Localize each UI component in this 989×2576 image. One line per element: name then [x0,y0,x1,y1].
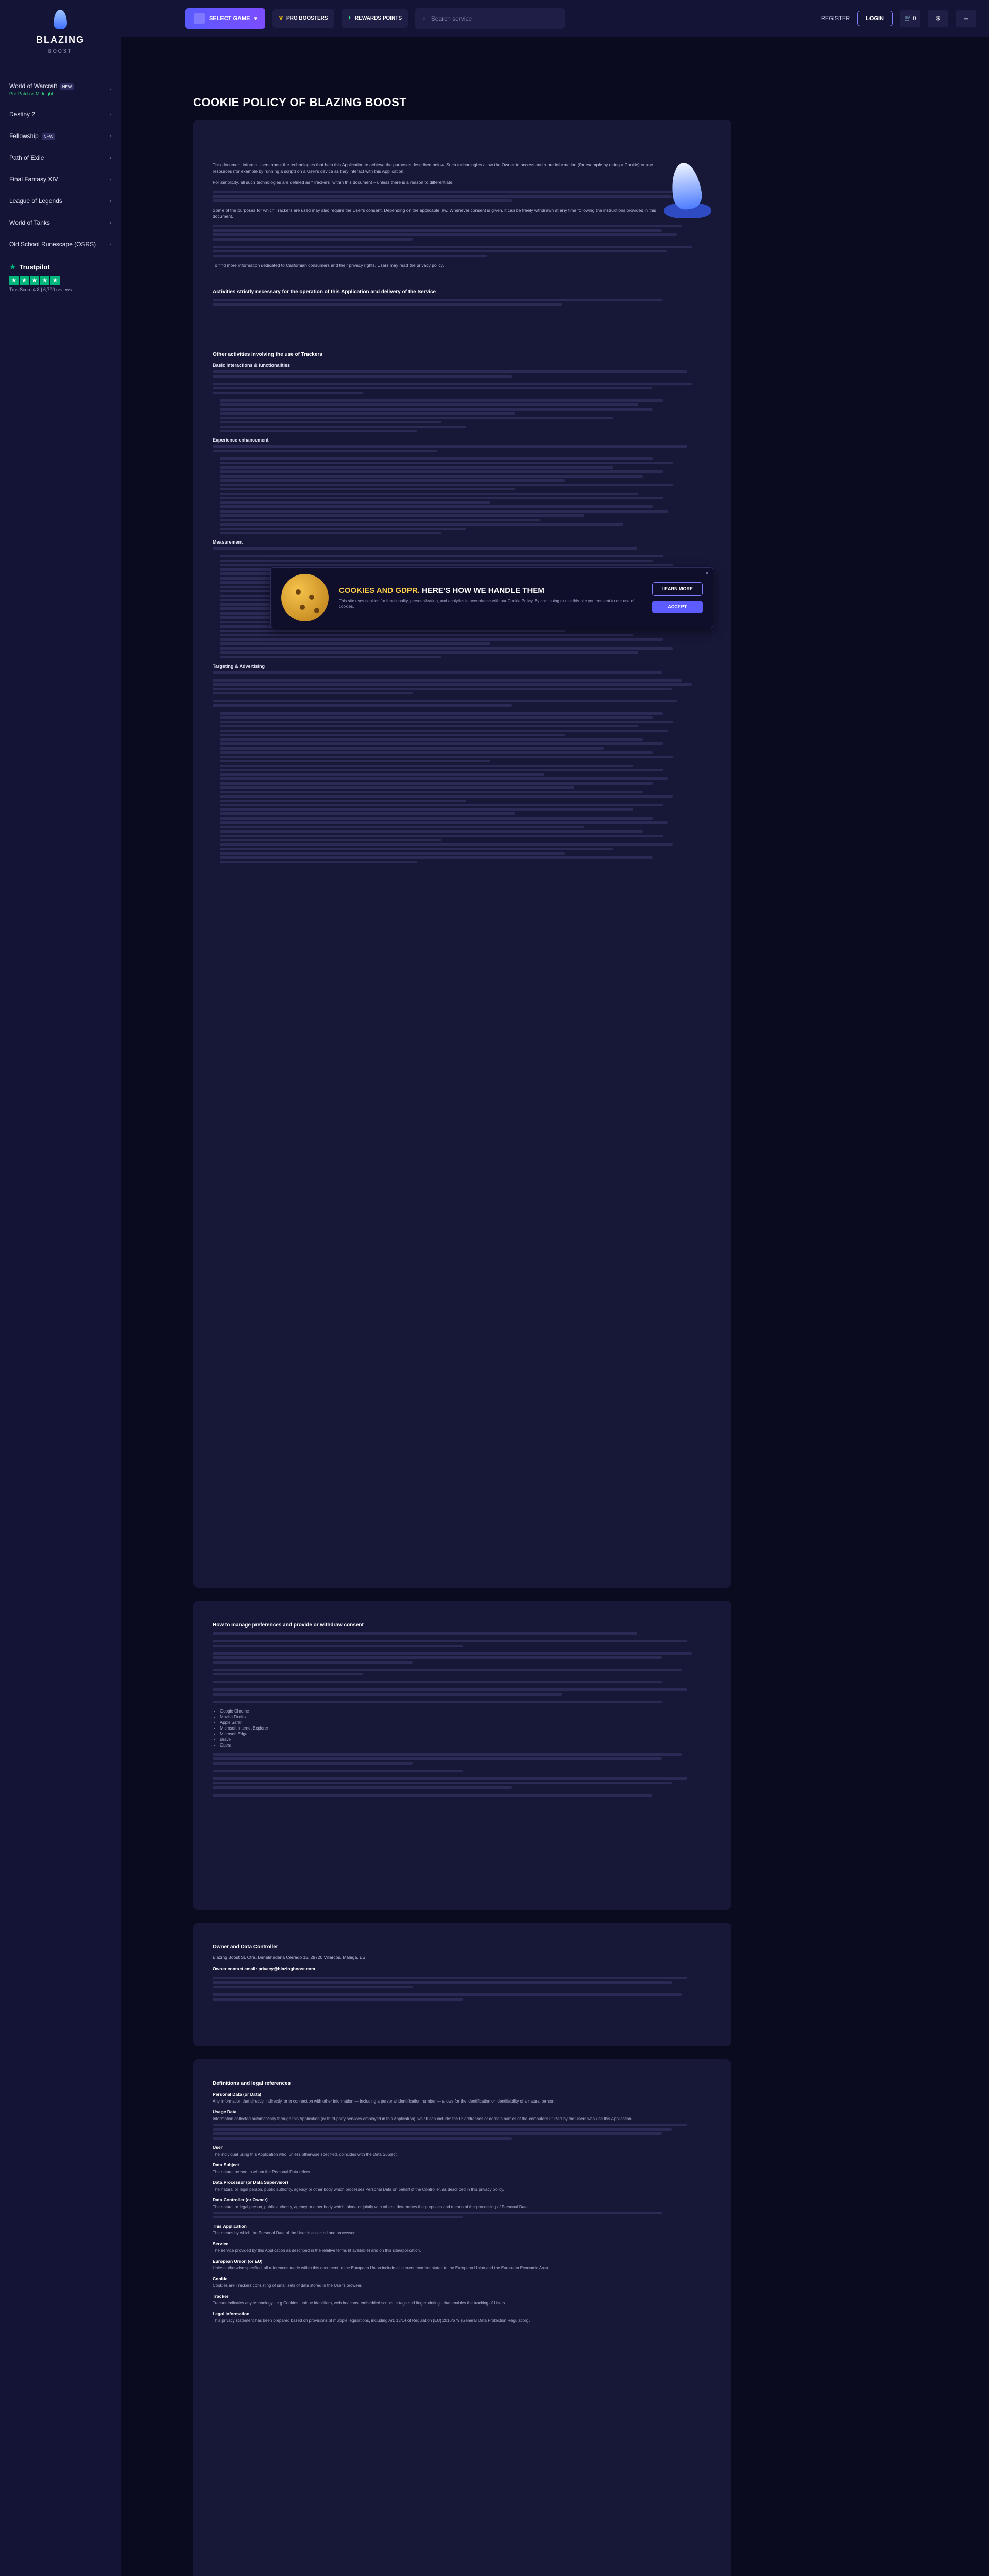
text-block [213,1701,712,1703]
text-block [213,383,712,394]
definition-item [213,2092,712,2104]
sidebar-item-osrs[interactable] [9,241,111,248]
text-block [213,1669,712,1676]
sidebar-item-label: World of Tanks [9,219,50,226]
subsection-heading: Basic interactions & functionalities [213,363,291,368]
sidebar-item-label: Old School Runescape (OSRS) [9,241,96,248]
cookie-icon [281,574,329,621]
text-block [213,1977,712,1988]
definition-term: User [213,2144,223,2150]
new-badge: NEW [60,83,74,90]
chevron-right-icon: › [109,133,111,139]
flame-logo-icon [46,9,74,31]
currency-label: $ [936,15,940,22]
search-placeholder: Search service [431,14,472,22]
section-heading: Activities strictly necessary for the operation of this Application and delivery of the Service [213,289,436,295]
text-block [213,225,712,241]
trustscore: TrustScore 4.8 | 6,790 reviews [9,287,72,292]
text-block [213,1753,712,1765]
text-block [213,1770,712,1772]
definition-term: Legal information [213,2311,250,2316]
text-block [213,1632,712,1635]
definition-item [213,2259,712,2271]
sidebar-item-lol[interactable] [9,197,111,205]
owner-card [193,1923,731,2046]
definition-text: The natural or legal person, public authority, agency or other body which, alone or jointly with others, determines the purposes and means of the processing of Personal Data. [213,2204,529,2209]
text-block [213,191,712,202]
definition-term: Data Processor (or Data Supervisor) [213,2179,288,2185]
rating-stars: ★ ★ ★ ★ ★ [9,276,111,285]
definition-term: Usage Data [213,2109,237,2114]
main-content [193,96,731,2576]
currency-button[interactable] [928,10,948,27]
cookie-banner-title [339,586,642,595]
text-block [213,299,712,306]
topbar [121,0,989,37]
definition-item [213,2180,712,2192]
definition-text: Cookies are Trackers consisting of small sets of data stored in the User's browser. [213,2283,363,2288]
definition-text: The natural person to whom the Personal Data refers. [213,2169,311,2174]
definition-term: This Application [213,2224,247,2229]
subsection-heading: Measurement [213,539,243,545]
chevron-right-icon: › [109,198,111,204]
sidebar-item-label: Fellowship [9,132,39,140]
gift-icon: ✦ [347,15,352,21]
intro-paragraph: For simplicity, all such technologies are defined as "Trackers" within this document – unless there is a reason to differentiate. [213,180,454,185]
sidebar [0,0,121,2576]
definition-text: The natural or legal person, public authority, agency or other body which processes Personal Data on behalf of the Controller, as described in this privacy policy. [213,2187,504,2192]
definition-text: The means by which the Personal Data of the User is collected and processed. [213,2231,357,2235]
sidebar-item-label: World of Warcraft [9,82,57,90]
definition-item [213,2162,712,2175]
learn-more-button[interactable]: LEARN MORE [652,582,703,596]
definition-item [213,2311,712,2324]
intro-paragraph: Some of the purposes for which Trackers are used may also require the User's consent. Depending on the applicable law. Whenever consent is given, it can be freely withdrawn at any time following the instructions provided in this document. [213,208,656,219]
trophy-icon: ♛ [278,15,283,21]
sidebar-item-label: League of Legends [9,197,62,205]
select-game-label: SELECT GAME [209,15,250,22]
intro-paragraph: This document informs Users about the technologies that help this Application to achieve the purposes described below. Such technologies allow the Owner to access and store information (for example by using a Cookie) or use resources (for example by running a script) on a User's device as they interact with this Application. [213,162,653,174]
trustpilot-widget[interactable] [9,262,111,292]
list-item[interactable]: • Brave [220,1737,712,1742]
definition-item [213,2224,712,2236]
text-block [213,700,712,707]
text-block [213,1794,712,1797]
policy-card [193,120,731,1588]
subsection-heading: Targeting & Advertising [213,663,265,669]
cookie-consent-banner [270,567,713,628]
owner-address: Blazing Boost SL Ctra. Benalmadena Cerrado 15, 29720 Villarcos, Málaga, ES [213,1955,366,1960]
section-heading: Other activities involving the use of Trackers [213,352,322,358]
intro-paragraph: To find more information dedicated to Californian consumers and their privacy rights, Users may read the privacy policy. [213,262,444,268]
sidebar-item-wow[interactable] [9,82,111,96]
sidebar-item-fellowship[interactable] [9,132,111,140]
new-badge: NEW [42,133,56,140]
text-block [213,712,712,863]
game-grid-icon [194,13,205,24]
brand-sub: BOOST [48,48,73,54]
text-block [213,679,712,695]
text-block [213,547,712,550]
chevron-right-icon: › [109,155,111,161]
rewards-label: REWARDS POINTS [354,15,402,21]
trustpilot-star-icon: ★ [9,263,16,272]
text-block [213,1640,712,1647]
section-heading: How to manage preferences and provide or withdraw consent [213,1622,364,1628]
definition-item [213,2145,712,2157]
text-block [213,399,712,433]
sidebar-item-destiny-2[interactable] [9,111,111,118]
close-icon[interactable]: × [705,570,709,577]
register-link[interactable]: REGISTER [821,15,850,22]
definitions-card [193,2059,731,2576]
definition-term: European Union (or EU) [213,2259,263,2264]
sidebar-item-ffxiv[interactable] [9,176,111,183]
sidebar-item-label: Destiny 2 [9,111,36,118]
definition-text: The individual using this Application who, unless otherwise specified, coincides with the Data Subject. [213,2151,398,2157]
list-item[interactable]: • Apple Safari [220,1720,712,1725]
definition-text: Information collected automatically through this Application (or third-party services employed in this Application), which can include: the IP addresses or domain names of the computers utilized by the Users who use this Application. [213,2116,633,2121]
menu-icon: ☰ [963,15,968,22]
cart-icon: 🛒 [904,15,912,22]
definition-text: Tracker indicates any technology - e.g Cookies, unique identifiers, web beacons, embedded scripts, e-tags and fingerprinting - that enables the tracking of Users. [213,2301,506,2306]
login-button[interactable]: LOGIN [857,11,893,26]
pro-boosters-label: PRO BOOSTERS [286,15,328,21]
list-item[interactable]: • Mozilla Firefox [220,1714,712,1720]
text-block [213,246,712,257]
cookie-banner-desc: This site uses cookies for functionality, personalization, and analytics in accordance with our Cookie Policy. By continuing to use this site you consent to our use of cookies. [339,598,635,609]
section-heading: Definitions and legal references [213,2081,291,2087]
definition-text: Any information that directly, indirectly, or in connection with other information — including a personal identification number — allows for the identification or identifiability of a natural person. [213,2099,556,2104]
text-block [213,370,712,378]
accept-cookies-button[interactable]: ACCEPT [652,601,703,613]
trustpilot-label: Trustpilot [19,263,50,271]
search-icon: ⌕ [422,14,426,22]
cookie-title-highlight: COOKIES AND GDPR. [339,586,420,595]
definition-text: The service provided by this Application as described in the relative terms (if available) and on this site/application. [213,2248,421,2253]
subsection-heading: Experience enhancement [213,437,269,443]
definition-term: Personal Data (or Data) [213,2092,261,2097]
definition-term: Data Subject [213,2162,240,2167]
brand-logo[interactable] [0,0,121,62]
definition-item [213,2276,712,2289]
page-title: COOKIE POLICY OF BLAZING BOOST [193,96,407,109]
text-block [213,671,712,674]
definition-text: This privacy statement has been prepared based on provisions of multiple legislations, including Art. 13/14 of Regulation (EU) 2016/679 (General Data Protection Regulation). [213,2318,530,2323]
list-item[interactable]: • Microsoft Edge [220,1731,712,1737]
text-block [213,1688,712,1696]
text-block [213,1652,712,1664]
chevron-right-icon: › [109,111,111,117]
definition-item [213,2109,712,2140]
sidebar-item-wot[interactable] [9,219,111,226]
definition-term: Service [213,2241,229,2246]
cart-count: 0 [913,15,916,22]
select-game-button[interactable] [185,8,265,29]
chevron-right-icon: › [109,87,111,92]
browser-list [213,1708,712,1748]
cart-button[interactable] [900,10,920,27]
chevron-right-icon: › [109,241,111,247]
chevron-down-icon: ▾ [254,15,257,22]
definition-text: Unless otherwise specified, all references made within this document to the European Union include all current member states to the European Union and the European Economic Area. [213,2266,549,2270]
chevron-right-icon: › [109,176,111,182]
text-block [213,1681,712,1683]
list-item[interactable]: • Microsoft Internet Explorer [220,1725,712,1731]
sidebar-item-label: Path of Exile [9,154,44,161]
flame-decoration-icon [659,163,716,230]
list-item[interactable]: • Google Chrome [220,1708,712,1714]
sidebar-item-path-of-exile[interactable] [9,154,111,161]
definition-item [213,2197,712,2219]
definition-term: Cookie [213,2276,228,2281]
rewards-button[interactable] [342,9,408,28]
list-item[interactable]: • Opera [220,1742,712,1748]
pro-boosters-button[interactable] [272,9,334,28]
text-block [213,1993,712,2001]
manage-preferences-card [193,1601,731,1910]
text-block [213,457,712,535]
owner-email[interactable]: Owner contact email: privacy@blazingboost.com [213,1966,315,1971]
chevron-right-icon: › [109,219,111,226]
text-block [213,1777,712,1789]
sidebar-item-sub: Pre-Patch & Midnight [9,91,54,96]
definition-item [213,2294,712,2306]
menu-button[interactable] [956,10,976,27]
search-input[interactable] [415,8,565,29]
text-block [213,445,712,452]
definition-item [213,2241,712,2253]
definition-term: Data Controller (or Owner) [213,2197,268,2202]
cookie-title-rest: HERE'S HOW WE HANDLE THEM [419,586,544,595]
game-nav [0,62,121,248]
sidebar-item-label: Final Fantasy XIV [9,176,58,183]
section-heading: Owner and Data Controller [213,1944,278,1950]
brand-name: BLAZING [36,34,84,45]
definition-term: Tracker [213,2294,229,2299]
